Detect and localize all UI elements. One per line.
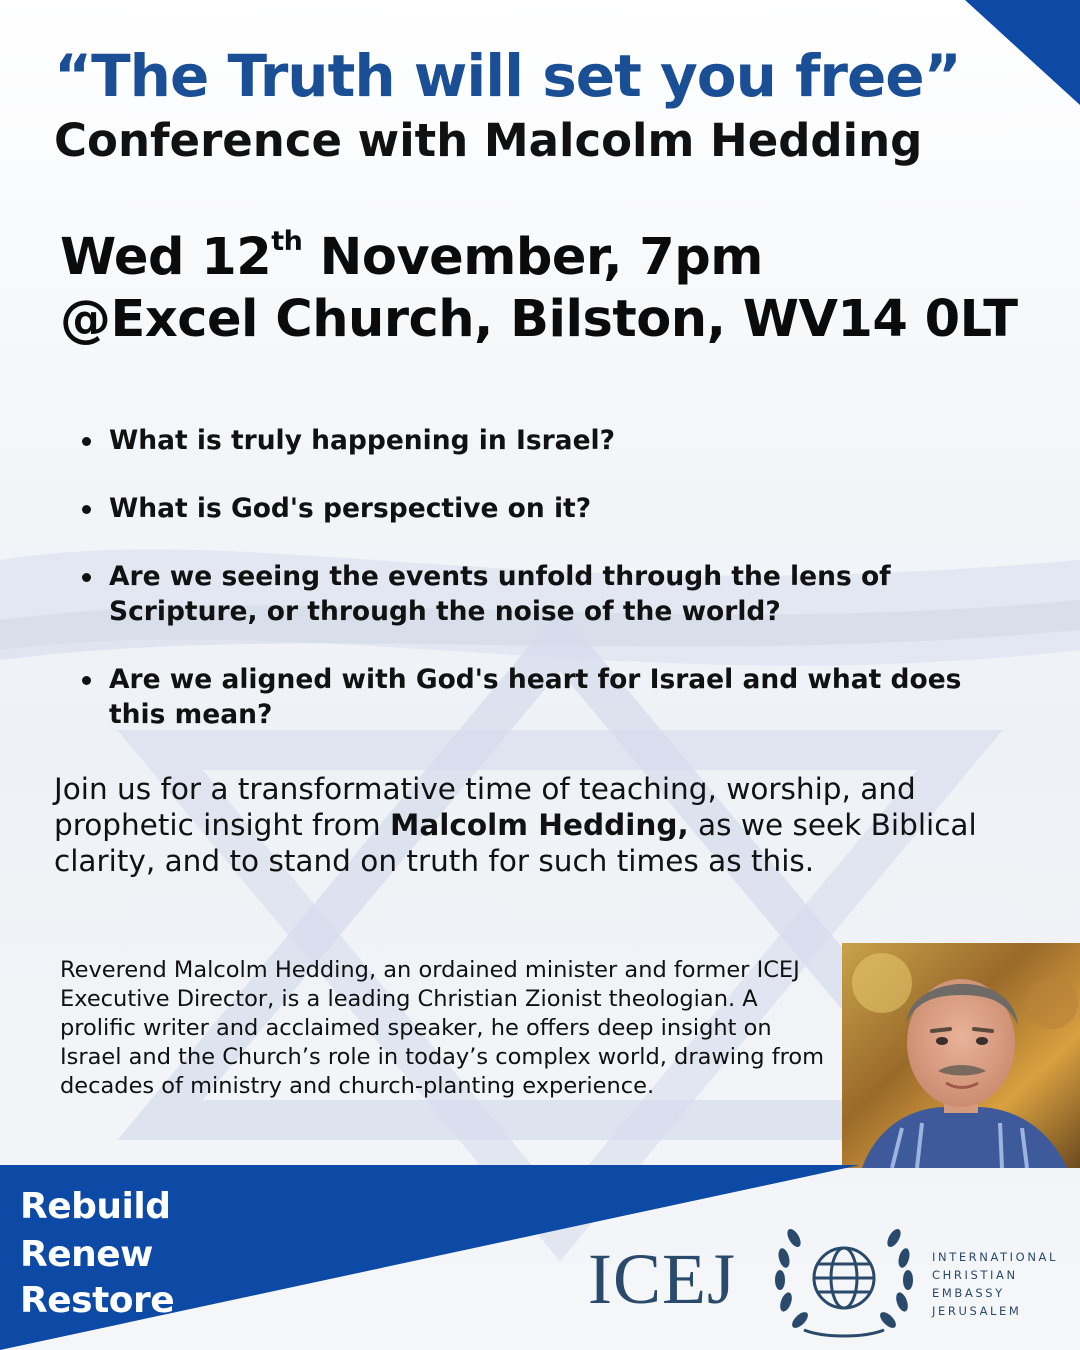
event-venue: @Excel Church, Bilston, WV14 0LT xyxy=(60,290,1018,349)
slogan-line: Restore xyxy=(20,1280,175,1321)
question-item: Are we aligned with God's heart for Israel and what does this mean? xyxy=(80,662,1020,732)
icej-name-line: INTERNATIONAL xyxy=(932,1250,1058,1264)
question-item: What is God's perspective on it? xyxy=(80,491,1020,526)
event-title: “The Truth will set you free” xyxy=(54,42,961,110)
icej-name-line: JERUSALEM xyxy=(932,1304,1022,1318)
icej-name-line: CHRISTIAN xyxy=(932,1268,1018,1282)
invitation-paragraph xyxy=(54,771,1044,879)
event-date-suffix: th xyxy=(271,226,303,257)
question-list xyxy=(80,423,1020,765)
corner-accent-triangle xyxy=(965,0,1080,105)
slogan-line: Renew xyxy=(20,1234,153,1275)
speaker-portrait-photo xyxy=(842,943,1080,1168)
icej-name-line: EMBASSY xyxy=(932,1286,1005,1300)
invitation-text-start: Join us for a transformative time of teaching, worship, and prophetic insight from xyxy=(54,772,916,842)
icej-logo-acronym: ICEJ xyxy=(588,1239,736,1319)
event-date-day: Wed 12 xyxy=(60,228,272,287)
slogan-line: Rebuild xyxy=(20,1186,171,1227)
question-item: What is truly happening in Israel? xyxy=(80,423,1020,458)
invitation-text-end: as we seek Biblical clarity, and to stand on truth for such times as this. xyxy=(54,808,977,878)
speaker-bio: Reverend Malcolm Hedding, an ordained minister and former ICEJ Executive Director, is a leading Christian Zionist theologian. A prolific writer and acclaimed speaker, he offers deep insight on Israel and the Church’s role in today’s complex world, drawing from decades of ministry and church-planting experience. xyxy=(60,957,825,1099)
event-date xyxy=(60,228,763,287)
icej-globe-wreath-emblem xyxy=(764,1218,924,1340)
question-item: Are we seeing the events unfold through the lens of Scripture, or through the noise of the world? xyxy=(80,559,1020,629)
speaker-name-bold: Malcolm Hedding, xyxy=(390,808,689,842)
event-subtitle: Conference with Malcolm Hedding xyxy=(54,114,923,167)
event-date-rest: November, 7pm xyxy=(302,228,763,287)
